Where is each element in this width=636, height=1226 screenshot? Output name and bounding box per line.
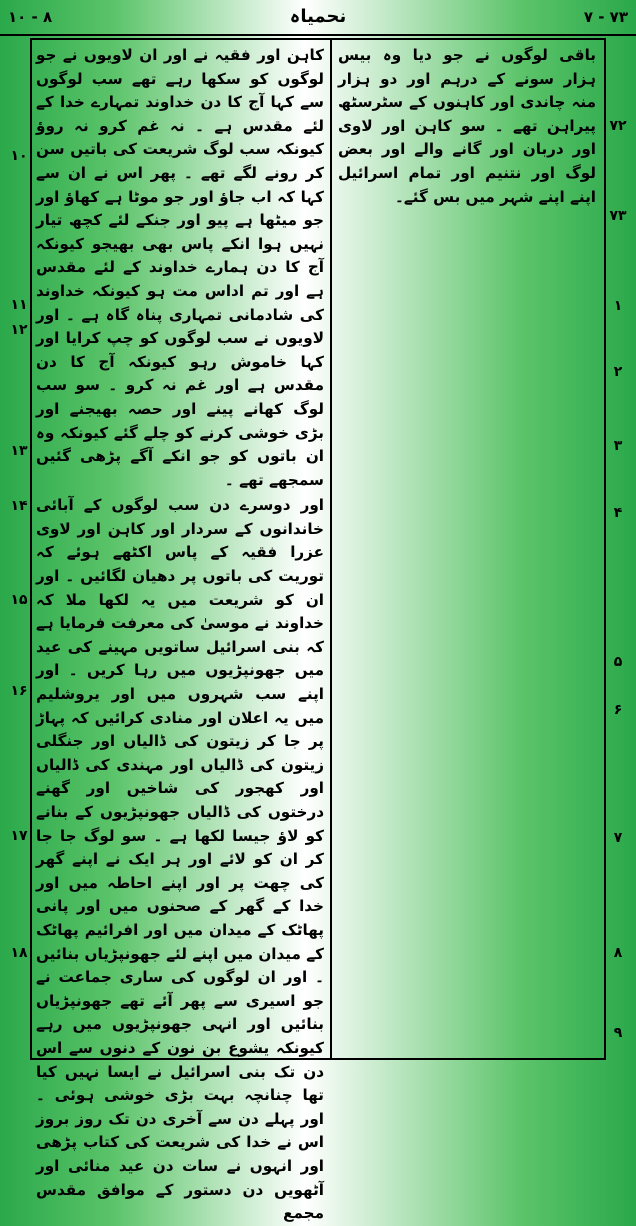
verse-number: ۱۷ bbox=[10, 828, 28, 844]
verse-number: ۷ bbox=[613, 830, 623, 846]
left-chapter-ref: ۱۰ - ۸ bbox=[8, 8, 53, 26]
right-text-column bbox=[338, 44, 596, 1056]
verse-number: ۷۳ bbox=[609, 208, 627, 224]
left-text-column bbox=[36, 44, 324, 1223]
left-paragraph-1: کاہن اور فقیہ نے اور ان لاویوں نے جو لوگوں کو سکھا رہے تھے سب لوگوں سے کہا آج کا دن خداوند تمہارے خدا کے لئے مقدس ہے ۔ نہ غم کرو نہ روؤ کیونکہ سب لوگ شریعت کی باتیں سن کر رونے لگے تھے ۔ پھر اس نے ان سے کہا کہ اب جاؤ اور جو موٹا ہے کھاؤ اور جو میٹھا ہے پیو اور جنکے لئے کچھ تیار نہیں ہوا انکے پاس بھی بھیجو کیونکہ آج کا دن ہمارے خداوند کے لئے مقدس ہے اور تم اداس مت ہو کیونکہ خداوند کی شادمانی تمہاری پناہ گاہ ہے ۔ اور لاویوں نے سب لوگوں کو چپ کرایا اور کہا خاموش رہو کیونکہ آج کا دن مقدس ہے اور غم نہ کرو ۔ سو سب لوگ کھانے پینے اور حصہ بھیجنے اور بڑی خوشی کرنے کو چلے گئے کیونکہ وہ ان باتوں کو جو انکے آگے پڑھی گئیں سمجھے تھے ۔ bbox=[36, 46, 324, 489]
verse-number: ۵ bbox=[613, 654, 623, 670]
verse-number: ۱۰ bbox=[10, 148, 28, 164]
verse-number: ۱۸ bbox=[10, 945, 28, 961]
verse-number: ۴ bbox=[613, 505, 623, 521]
book-title: نحمیاہ bbox=[289, 6, 347, 27]
verse-number: ۱۶ bbox=[10, 683, 28, 699]
verse-number: ۲ bbox=[613, 364, 623, 380]
verse-number: ۳ bbox=[613, 438, 623, 454]
column-divider bbox=[330, 38, 332, 1060]
verse-number: ۷۲ bbox=[609, 118, 627, 134]
left-paragraph-2: اور دوسرے دن سب لوگوں کے آبائی خاندانوں کے سردار اور کاہن اور لاوی عزرا فقیہ کے پاس اکٹھے ہوئے کہ توریت کی باتوں پر دھیان لگائیں ۔ اور ان کو شریعت میں یہ لکھا ملا کہ خداوند نے موسیٰ کی معرفت فرمایا ہے کہ بنی اسرائیل ساتویں مہینے کی عید میں جھونپڑیوں میں رہا کریں ۔ اور اپنے سب شہروں میں اور یروشلیم میں یہ اعلان اور منادی کرائیں کہ پہاڑ پر جا کر زیتون کی ڈالیاں اور جنگلی زیتون کی ڈالیاں اور مہندی کی ڈالیاں اور کھجور کی شاخیں اور گھنے درختوں کی ڈالیاں جھونپڑیوں کے بنانے کو لاؤ جیسا لکھا ہے ۔ سو لوگ جا جا کر ان کو لائے اور ہر ایک نے اپنے گھر کی چھت پر اور اپنے احاطہ میں اور خدا کے گھر کے صحنوں میں اور پانی پھاٹک کے میدان میں اور افرائیم پھاٹک کے میدان میں اپنے لئے جھونپڑیاں بنائیں ۔ اور ان لوگوں کی ساری جماعت نے جو اسیری سے پھر آئے تھے جھونپڑیاں بنائیں اور انہی جھونپڑیوں میں رہے کیونکہ یشوع بن نون کے دنوں سے اس دن تک بنی اسرائیل نے ایسا نہیں کیا تھا چنانچہ بہت بڑی خوشی ہوئی ۔ اور پہلے دن سے آخری دن تک روز بروز اس نے خدا کی شریعت کی کتاب پڑھی اور انہوں نے سات دن عید منائی اور آٹھویں دن دستور کے موافق مقدس مجمع bbox=[36, 496, 324, 1223]
verse-number: ۱۲ bbox=[10, 322, 28, 338]
right-paragraph-1: باقی لوگوں نے جو دیا وہ بیس ہزار سونے کے درہم اور دو ہزار منہ چاندی اور کاہنوں کے سٹرسٹھ پیراہن تھے ۔ سو کاہن اور لاوی اور دربان اور گانے والے اور بعض لوگ اور نتنیم اور تمام اسرائیل اپنے اپنے شہر میں بس گئے۔ bbox=[338, 46, 596, 206]
verse-number: ۱۳ bbox=[10, 443, 28, 459]
page-header bbox=[0, 0, 636, 36]
verse-number: ۹ bbox=[613, 1025, 623, 1041]
right-chapter-ref: ۷ - ۷۳ bbox=[583, 8, 628, 26]
verse-number: ۱۴ bbox=[10, 498, 28, 514]
verse-number: ۱۱ bbox=[10, 297, 28, 313]
verse-number: ۶ bbox=[613, 702, 623, 718]
verse-number: ۱ bbox=[613, 298, 623, 314]
verse-number: ۸ bbox=[613, 945, 623, 961]
verse-number: ۱۵ bbox=[10, 592, 28, 608]
